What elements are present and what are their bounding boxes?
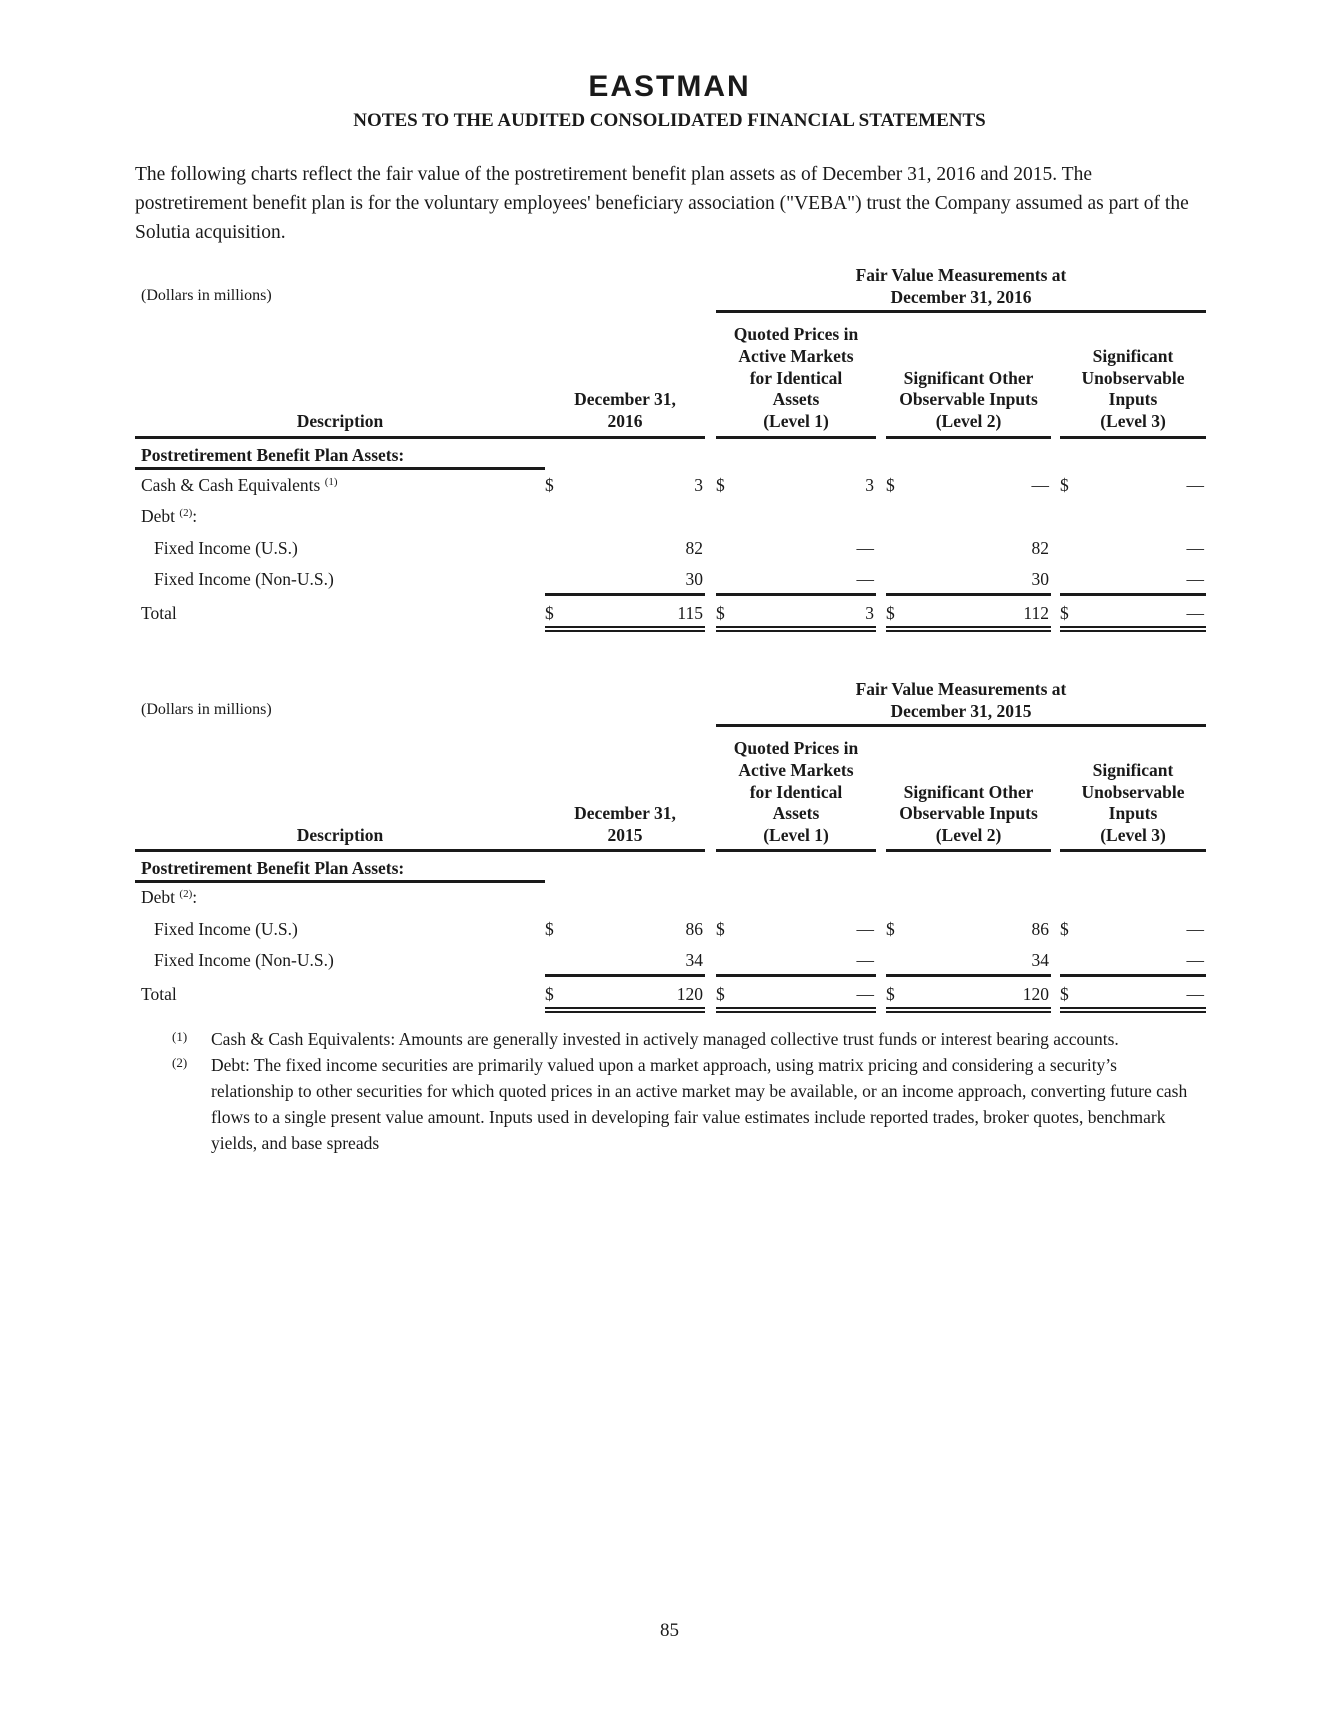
cell-level2: 30 <box>1031 569 1049 589</box>
cell-total: 34 <box>685 950 703 970</box>
cell-level1: — <box>856 950 874 970</box>
footnote-text: Debt: The fixed income securities are primarily valued upon a market approach, using matrix pricing and considering a security’s relationship to other securities for which quoted prices in an active market may be available, or an income approach, converting future cash flows to a single present value amount. Inputs used in developing fair value estimates include reported trades, broker quotes, benchmark yields, and base spreads <box>211 1055 1188 1153</box>
cell-total: 120 <box>676 984 703 1004</box>
dollar-sign: $ <box>545 919 554 939</box>
col-header-level3: Significant Unobservable Inputs (Level 3) <box>1081 759 1185 846</box>
dollar-sign: $ <box>886 475 895 495</box>
table-row-label: Fixed Income (U.S.) <box>154 538 298 558</box>
page-number: 85 <box>660 1620 679 1641</box>
cell-level2: 112 <box>1023 603 1049 623</box>
col-header-description: Description <box>296 411 384 432</box>
dollar-sign: $ <box>716 475 725 495</box>
table-row-label: Total <box>141 603 177 623</box>
cell-level3: — <box>1186 984 1204 1004</box>
cell-total: 115 <box>677 603 703 623</box>
group-header: Fair Value Measurements at December 31, 2016 <box>855 265 1067 307</box>
dollar-sign: $ <box>545 984 554 1004</box>
table-row-label: Debt $^{(2)}$: <box>141 887 198 907</box>
dollar-sign: $ <box>545 475 554 495</box>
footnote-text: Cash & Cash Equivalents: Amounts are generally invested in actively managed collective trust funds or interest bearing accounts. <box>211 1029 1119 1049</box>
dollar-sign: $ <box>1060 919 1069 939</box>
dollar-sign: $ <box>545 603 554 623</box>
cell-level3: — <box>1186 538 1204 558</box>
intro-paragraph: The following charts reflect the fair value of the postretirement benefit plan assets as of December 31, 2016 and 2015. The postretirement benefit plan is for the voluntary employees' beneficiary association ("VEBA") trust the Company assumed as part of the Solutia acquisition. <box>135 164 1189 243</box>
cell-level1: — <box>856 569 874 589</box>
cell-level3: — <box>1186 919 1204 939</box>
cell-level1: — <box>856 984 874 1004</box>
dollars-note: (Dollars in millions) <box>141 287 272 304</box>
dollars-note: (Dollars in millions) <box>141 701 272 718</box>
col-header-level2: Significant Other Observable Inputs (Level 2) <box>899 781 1038 846</box>
cell-level2: 86 <box>1031 919 1049 939</box>
cell-level3: — <box>1186 950 1204 970</box>
dollar-sign: $ <box>886 603 895 623</box>
dollar-sign: $ <box>886 919 895 939</box>
col-header-description: Description <box>296 825 384 846</box>
cell-level3: — <box>1186 475 1204 495</box>
footnote-marker: (2) <box>172 1055 188 1070</box>
cell-total: 82 <box>685 538 703 558</box>
col-header-date: December 31, 2015 <box>574 803 676 846</box>
document-title: NOTES TO THE AUDITED CONSOLIDATED FINANCIAL STATEMENTS <box>353 110 986 131</box>
cell-level3: — <box>1186 569 1204 589</box>
col-header-level1: Quoted Prices in Active Markets for Identical Assets (Level 1) <box>733 324 859 432</box>
group-header: Fair Value Measurements at December 31, 2015 <box>855 679 1067 721</box>
table-row-label: Debt $^{(2)}$: <box>141 506 198 526</box>
cell-level2: 34 <box>1031 950 1049 970</box>
cell-level3: — <box>1186 603 1204 623</box>
cell-level1: — <box>856 538 874 558</box>
dollar-sign: $ <box>716 603 725 623</box>
cell-level2: 120 <box>1022 984 1049 1004</box>
col-header-level2: Significant Other Observable Inputs (Level 2) <box>899 367 1038 432</box>
dollar-sign: $ <box>716 919 725 939</box>
table-row-label: Cash & Cash Equivalents $^{(1)}$ <box>141 475 338 495</box>
section-label: Postretirement Benefit Plan Assets: <box>141 445 405 465</box>
col-header-level1: Quoted Prices in Active Markets for Identical Assets (Level 1) <box>733 738 859 846</box>
cell-total: 86 <box>685 919 703 939</box>
dollar-sign: $ <box>716 984 725 1004</box>
dollar-sign: $ <box>886 984 895 1004</box>
cell-level1: 3 <box>865 603 874 623</box>
cell-level2: 82 <box>1031 538 1049 558</box>
cell-total: 3 <box>694 475 703 495</box>
table-row-label: Fixed Income (U.S.) <box>154 919 298 939</box>
cell-total: 30 <box>685 569 703 589</box>
cell-level1: — <box>856 919 874 939</box>
table-row-label: Total <box>141 984 177 1004</box>
table-row-label: Fixed Income (Non-U.S.) <box>154 950 334 970</box>
cell-level2: — <box>1031 475 1049 495</box>
table-row-label: Fixed Income (Non-U.S.) <box>154 569 334 589</box>
footnote-marker: (1) <box>172 1029 188 1044</box>
col-header-level3: Significant Unobservable Inputs (Level 3) <box>1081 345 1185 432</box>
dollar-sign: $ <box>1060 984 1069 1004</box>
cell-level1: 3 <box>865 475 874 495</box>
dollar-sign: $ <box>1060 475 1069 495</box>
col-header-date: December 31, 2016 <box>574 389 676 432</box>
dollar-sign: $ <box>1060 603 1069 623</box>
company-logo: EASTMAN <box>588 70 751 103</box>
section-label: Postretirement Benefit Plan Assets: <box>141 858 405 878</box>
